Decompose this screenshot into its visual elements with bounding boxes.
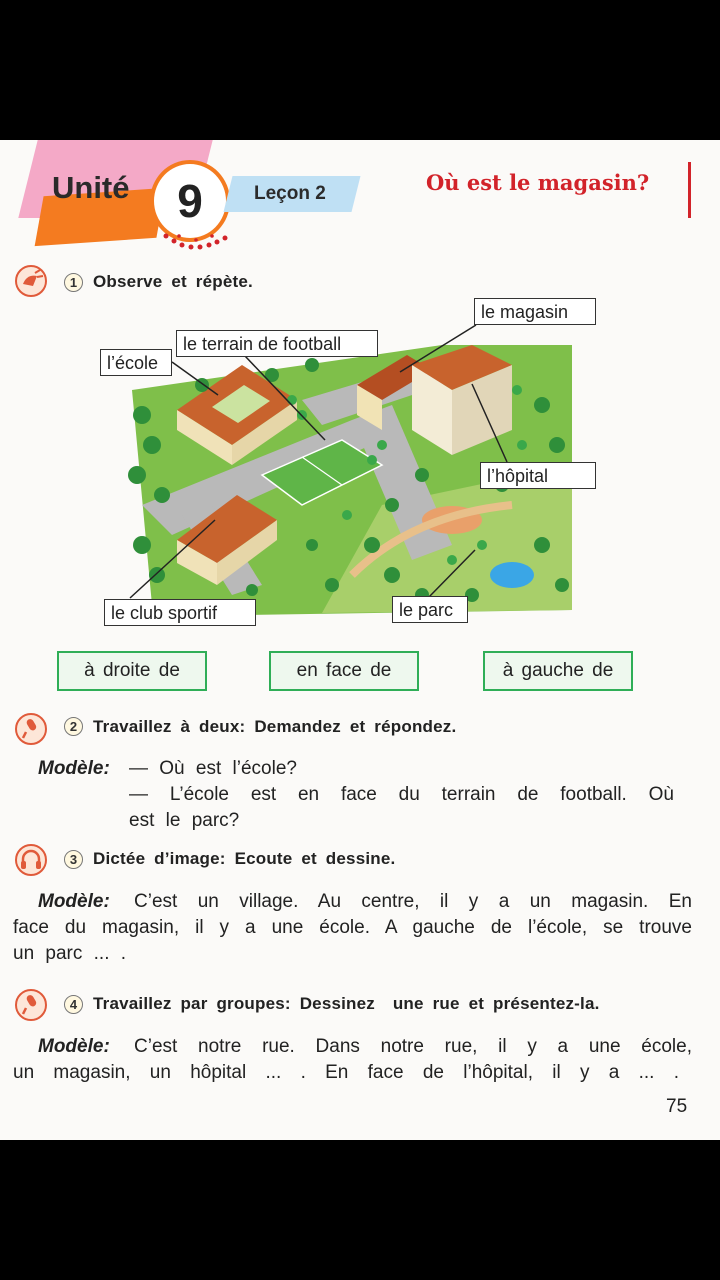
- map-label-club-sportif: le club sportif: [104, 599, 256, 626]
- exercise-number: 4: [64, 995, 83, 1014]
- exercise-instruction: Dictée d’image: Ecoute et dessine.: [93, 849, 396, 868]
- preposition-box: à droite de: [57, 651, 207, 691]
- model-line: un magasin, un hôpital ... . En face de l’hôpital, il y a ... .: [13, 1062, 679, 1083]
- model-line: est le parc?: [129, 810, 240, 831]
- lesson-label: Leçon 2: [254, 183, 326, 204]
- title-accent-bar: [688, 162, 691, 218]
- unit-number: 9: [150, 160, 230, 242]
- decorative-dots: [160, 232, 235, 252]
- model-line: face du magasin, il y a une école. A gauche de l’école, se trouve: [13, 917, 692, 938]
- microphone-icon: [14, 988, 48, 1022]
- model-line: C’est un village. Au centre, il y a un magasin. En: [134, 891, 692, 912]
- map-label-terrain: le terrain de football: [176, 330, 378, 357]
- model-label: Modèle:: [38, 1036, 110, 1057]
- exercise-instruction: Observe et répète.: [93, 272, 253, 291]
- map-label-parc: le parc: [392, 596, 468, 623]
- model-line: — L’école est en face du terrain de football. Où: [129, 784, 674, 805]
- speaking-icon: [14, 264, 48, 298]
- map-label-magasin: le magasin: [474, 298, 596, 325]
- exercise-number: 1: [64, 273, 83, 292]
- preposition-box: à gauche de: [483, 651, 633, 691]
- map-label-hopital: l’hôpital: [480, 462, 596, 489]
- exercise-number: 3: [64, 850, 83, 869]
- map-label-ecole: l’école: [100, 349, 172, 376]
- microphone-icon: [14, 712, 48, 746]
- textbook-page: [0, 140, 720, 1140]
- model-line: C’est notre rue. Dans notre rue, il y a une école,: [134, 1036, 692, 1057]
- page-number: 75: [666, 1096, 688, 1117]
- model-label: Modèle:: [38, 891, 110, 912]
- model-label: Modèle:: [38, 758, 110, 779]
- model-line: — Où est l’école?: [129, 758, 297, 779]
- preposition-box: en face de: [269, 651, 419, 691]
- unit-word: Unité: [52, 170, 130, 205]
- exercise-instruction: Travaillez par groupes: Dessinez une rue et présentez-la.: [93, 994, 600, 1013]
- page-title: Où est le magasin?: [426, 170, 650, 195]
- headphones-icon: [14, 843, 48, 877]
- exercise-instruction: Travaillez à deux: Demandez et répondez.: [93, 717, 457, 736]
- exercise-number: 2: [64, 717, 83, 736]
- model-line: un parc ... .: [13, 943, 127, 964]
